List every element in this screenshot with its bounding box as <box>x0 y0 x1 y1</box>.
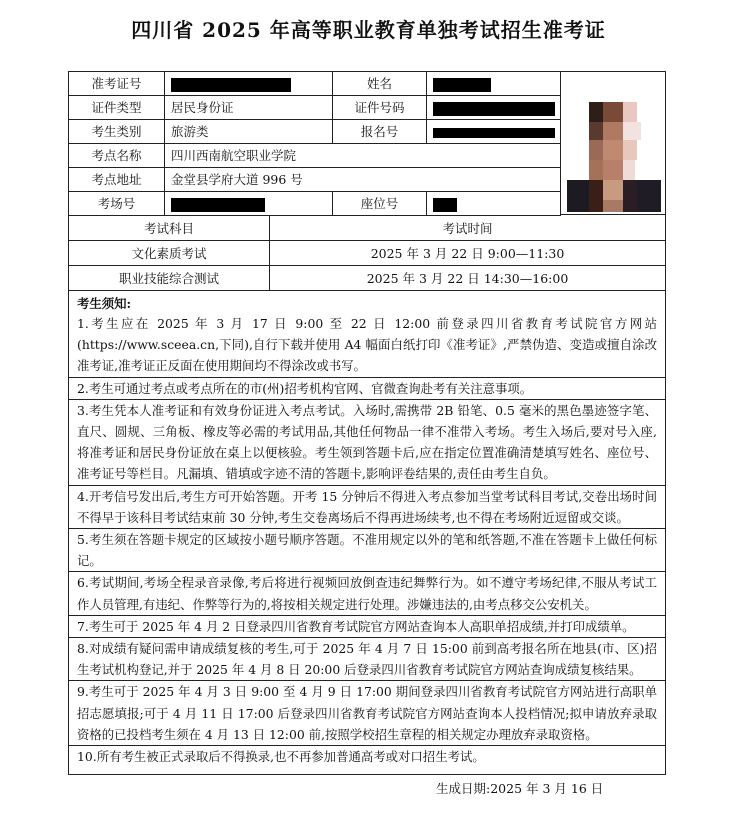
time-cell: 2025 年 3 月 22 日 14:30—16:00 <box>270 266 665 291</box>
admission-no-value <box>165 72 333 96</box>
room-value <box>165 192 333 216</box>
admission-card <box>68 71 666 775</box>
redacted-reg-no <box>433 128 555 138</box>
reg-no-label: 报名号 <box>333 120 427 144</box>
time-header: 考试时间 <box>270 216 665 241</box>
subject-cell: 文化素质考试 <box>69 241 270 266</box>
category-value: 旅游类 <box>165 120 333 144</box>
subject-header: 考试科目 <box>69 216 270 241</box>
id-type-value: 居民身份证 <box>165 96 333 120</box>
note-item: 2.考生可通过考点或考点所在的市(州)招考机构官网、官微查询赴考有关注意事项。 <box>77 380 533 396</box>
note-item: 6.考试期间,考场全程录音录像,考后将进行视频回放倒查违纪舞弊行为。如不遵守考场纪律,不服从考试工作人员管理,有违纪、作弊等行为的,将按相关规定进行处理。涉嫌违法的,由考点移交公安机关。 <box>77 575 657 612</box>
site-name-label: 考点名称 <box>69 144 165 168</box>
note-item: 7.考生可于 2025 年 4 月 2 日登录四川省教育考试院官方网站查询本人高职单招成绩,并打印成绩单。 <box>77 618 635 634</box>
note-item: 3.考生凭本人准考证和有效身份证进入考点考试。入场时,需携带 2B 铅笔、0.5 毫米的黑色墨迹签字笔、直尺、圆规、三角板、橡皮等必需的考试用品,其他任何物品一律不准带入考场。考生入场后,要对号入座,将准考证和居民身份证放在桌上以便核验。考生领到答题卡后,应在指定位置准确清楚填写姓名、座位号、准考证号等栏目。凡漏填、错填或字迹不清的答题卡,影响评卷结果的,责任由考生自负。 <box>77 402 657 482</box>
id-no-value <box>427 96 561 120</box>
notes-heading: 考生须知: <box>77 296 132 311</box>
room-label: 考场号 <box>69 192 165 216</box>
redacted-id-no <box>433 102 555 116</box>
site-addr-value: 金堂县学府大道 996 号 <box>165 168 561 192</box>
seat-label: 座位号 <box>333 192 427 216</box>
category-label: 考生类别 <box>69 120 165 144</box>
id-no-label: 证件号码 <box>333 96 427 120</box>
site-name-value: 四川西南航空职业学院 <box>165 144 561 168</box>
note-item: 9.考生可于 2025 年 4 月 3 日 9:00 至 4 月 9 日 17:00 期间登录四川省教育考试院官方网站进行高职单招志愿填报;可于 4 月 11 日 17:00 后登录四川省教育考试院官方网站查询本人投档情况;拟申请放弃录取资格的已投档考生须在 4 月 13 日 12:00 前,按照学校招生章程的相关规定办理放弃录取资格。 <box>77 684 657 742</box>
candidate-photo <box>561 72 665 215</box>
redacted-admission-no <box>171 78 291 92</box>
note-item: 4.开考信号发出后,考生方可开始答题。开考 15 分钟后不得进入考点参加当堂考试科目考试,交卷出场时间不得早于该科目考试结束前 30 分钟,考生交卷离场后不得再进场续考,也不得在考场附近逗留或交谈。 <box>77 488 657 525</box>
time-cell: 2025 年 3 月 22 日 9:00—11:30 <box>270 241 665 266</box>
note-item: 1.考生应在 2025 年 3 月 17 日 9:00 至 22 日 12:00 前登录四川省教育考试院官方网站(https://www.sceea.cn,下同),自行下载并使用 A4 幅面白纸打印《准考证》,严禁伪造、变造或擅自涂改准考证,准考证正反面在使用期间均不得涂改或书写。 <box>77 316 657 374</box>
page-title: 四川省 2025 年高等职业教育单独考试招生准考证 <box>131 18 606 42</box>
site-addr-label: 考点地址 <box>69 168 165 192</box>
reg-no-value <box>427 120 561 144</box>
name-value <box>427 72 561 96</box>
redacted-room <box>171 198 265 212</box>
subject-cell: 职业技能综合测试 <box>69 266 270 291</box>
redacted-seat <box>433 198 457 212</box>
note-item: 5.考生须在答题卡规定的区域按小题号顺序答题。不准用规定以外的笔和纸答题,不准在答题卡上做任何标记。 <box>77 532 657 569</box>
note-item: 10.所有考生被正式录取后不得换录,也不再参加普通高考或对口招生考试。 <box>77 749 485 765</box>
id-type-label: 证件类型 <box>69 96 165 120</box>
note-item: 8.对成绩有疑问需申请成绩复核的考生,可于 2025 年 4 月 7 日 15:00 前到高考报名所在地县(市、区)招生考试机构登记,并于 2025 年 4 月 8 日 20:00 后登录四川省教育考试院官方网站查询成绩复核结果。 <box>77 641 657 678</box>
redacted-name <box>433 78 491 92</box>
seat-value <box>427 192 561 216</box>
admission-no-label: 准考证号 <box>69 72 165 96</box>
notes-section <box>69 291 665 776</box>
generated-date: 生成日期:2025 年 3 月 16 日 <box>436 781 604 796</box>
name-label: 姓名 <box>333 72 427 96</box>
